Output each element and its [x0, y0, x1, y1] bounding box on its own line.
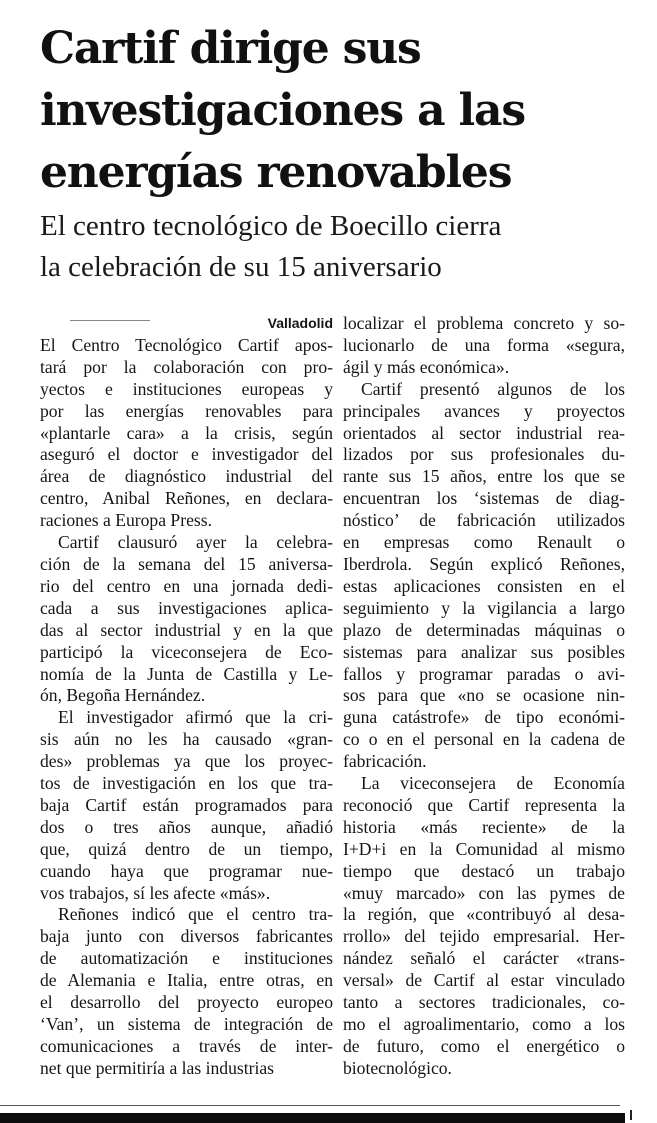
- text-line: localizar el problema concreto y so-: [343, 313, 625, 333]
- text-line: tiempo que destacó un trabajo: [343, 860, 625, 881]
- text-line: el desarrollo del proyecto europeo: [40, 992, 333, 1013]
- text-line: das al sector industrial y en la que: [40, 619, 333, 640]
- text-line: «muy marcado» con las pymes de: [343, 882, 625, 903]
- column-body: [343, 313, 625, 1080]
- bottom-divider: [0, 1105, 620, 1106]
- text-line: sis aún no les ha causado «gran-: [40, 729, 333, 750]
- text-line: comunicaciones a través de inter-: [40, 1035, 333, 1056]
- text-line: de automatización e instituciones: [40, 948, 333, 969]
- text-line: Iberdrola. Según explicó Reñones,: [343, 553, 625, 574]
- text-line: rio del centro en una jornada dedi-: [40, 575, 333, 596]
- text-line: ción de la semana del 15 aniversa-: [40, 553, 333, 574]
- text-line: nóstico’ de fabricación utilizados: [343, 510, 625, 531]
- text-line: Cartif presentó algunos de los: [361, 378, 625, 399]
- text-line: I+D+i en la Comunidad al mismo: [343, 838, 625, 859]
- headline-line: Cartif dirige sus: [40, 23, 421, 74]
- text-line: baja Cartif están programados para: [40, 794, 333, 815]
- text-line: dos o tres años aunque, añadió: [40, 816, 333, 837]
- text-line: seguimiento y la vigilancia a largo: [343, 597, 625, 618]
- text-line: fallos y programar paradas o avi-: [343, 663, 625, 684]
- subheadline: [40, 206, 650, 288]
- text-line: rrollo» del tejido empresarial. Her-: [343, 926, 625, 947]
- headline-line: energías renovables: [40, 147, 512, 198]
- text-line: guna catástrofe» de tipo económi-: [343, 707, 625, 728]
- text-line: yectos e instituciones europeas y: [40, 378, 333, 399]
- text-line: estas aplicaciones consisten en el: [343, 575, 625, 596]
- text-line: Cartif clausuró ayer la celebra-: [58, 532, 333, 553]
- text-line: orientados al sector industrial rea-: [343, 422, 625, 443]
- text-line: la región, que «contribuyó al desa-: [343, 904, 625, 925]
- text-line: reconoció que Cartif representa la: [343, 794, 625, 815]
- text-line: nández señaló el carácter «trans-: [343, 948, 625, 969]
- text-line: tará por la colaboración con pro-: [40, 356, 333, 377]
- dateline: Valladolid: [267, 315, 333, 331]
- text-line: lizados por sus profesionales du-: [343, 444, 625, 465]
- text-line: Reñones indicó que el centro tra-: [58, 904, 333, 925]
- text-line: des» problemas ya que los proyec-: [40, 751, 333, 772]
- text-line: cada a sus investigaciones aplica-: [40, 597, 333, 618]
- column-body: [40, 335, 333, 1080]
- text-line: centro, Anibal Reñones, en declara-: [40, 488, 333, 509]
- text-line: rante sus 15 años, entre los que se: [343, 466, 625, 487]
- text-line: de Alemania e Italia, entre otras, en: [40, 970, 333, 991]
- text-line: ón, Begoña Hernández.: [40, 685, 206, 706]
- text-line: en empresas como Renault o: [343, 532, 625, 553]
- text-line: tos de investigación en los que tra-: [40, 773, 333, 794]
- text-line: de futuro, como el energético o: [343, 1035, 625, 1056]
- text-line: plazo de determinadas máquinas o: [343, 619, 625, 640]
- text-line: ágil y más económica».: [343, 356, 510, 377]
- headline: [40, 18, 650, 204]
- text-line: sos para que «no se ocasione nin-: [343, 685, 625, 706]
- text-line: vos trabajos, sí les afecte «más».: [40, 882, 271, 903]
- text-line: principales avances y proyectos: [343, 400, 625, 421]
- text-line: participó la viceconsejera de Eco-: [40, 641, 333, 662]
- text-line: área de diagnóstico industrial del: [40, 466, 333, 487]
- text-line: «plantarle cara» a la crisis, según: [40, 422, 333, 443]
- text-line: net que permitiría a las industrias: [40, 1057, 275, 1078]
- headline-line: investigaciones a las: [40, 85, 525, 136]
- text-line: El investigador afirmó que la cri-: [58, 707, 333, 728]
- text-line: El Centro Tecnológico Cartif apos-: [40, 334, 333, 355]
- subheadline-line: la celebración de su 15 aniversario: [40, 251, 442, 283]
- text-line: historia «más reciente» de la: [343, 816, 625, 837]
- text-line: encuentran los ‘sistemas de diag-: [343, 488, 625, 509]
- article-column-left: [40, 313, 333, 1080]
- text-line: tanto a sectores tradicionales, co-: [343, 992, 625, 1013]
- text-line: baja junto con diversos fabricantes: [40, 926, 333, 947]
- text-line: fabricación.: [343, 751, 427, 772]
- text-line: ‘Van’, un sistema de integración de: [40, 1014, 333, 1034]
- text-line: nomía de la Junta de Castilla y Le-: [40, 663, 333, 684]
- subheadline-line: El centro tecnológico de Boecillo cierra: [40, 210, 502, 242]
- text-line: que, quizá dentro de un tiempo,: [40, 838, 333, 859]
- text-line: co o en el personal en la cadena de: [343, 729, 625, 750]
- text-line: biotecnológico.: [343, 1057, 452, 1078]
- text-line: aseguró el doctor e investigador del: [40, 444, 333, 465]
- text-line: La viceconsejera de Economía: [361, 773, 625, 794]
- text-line: sistemas para analizar sus posibles: [343, 641, 625, 662]
- text-line: cuando haya que programar nue-: [40, 860, 333, 881]
- text-line: mo el agroalimentario, como a los: [343, 1014, 625, 1034]
- text-line: lucionarlo de una forma «segura,: [343, 334, 625, 355]
- bottom-border-bar: [0, 1113, 625, 1123]
- article-column-right: [343, 313, 625, 1080]
- text-line: raciones a Europa Press.: [40, 510, 212, 531]
- page-edge-mark: [630, 1110, 644, 1120]
- text-line: versal» de Cartif al estar vinculado: [343, 970, 625, 991]
- text-line: por las energías renovables para: [40, 400, 333, 421]
